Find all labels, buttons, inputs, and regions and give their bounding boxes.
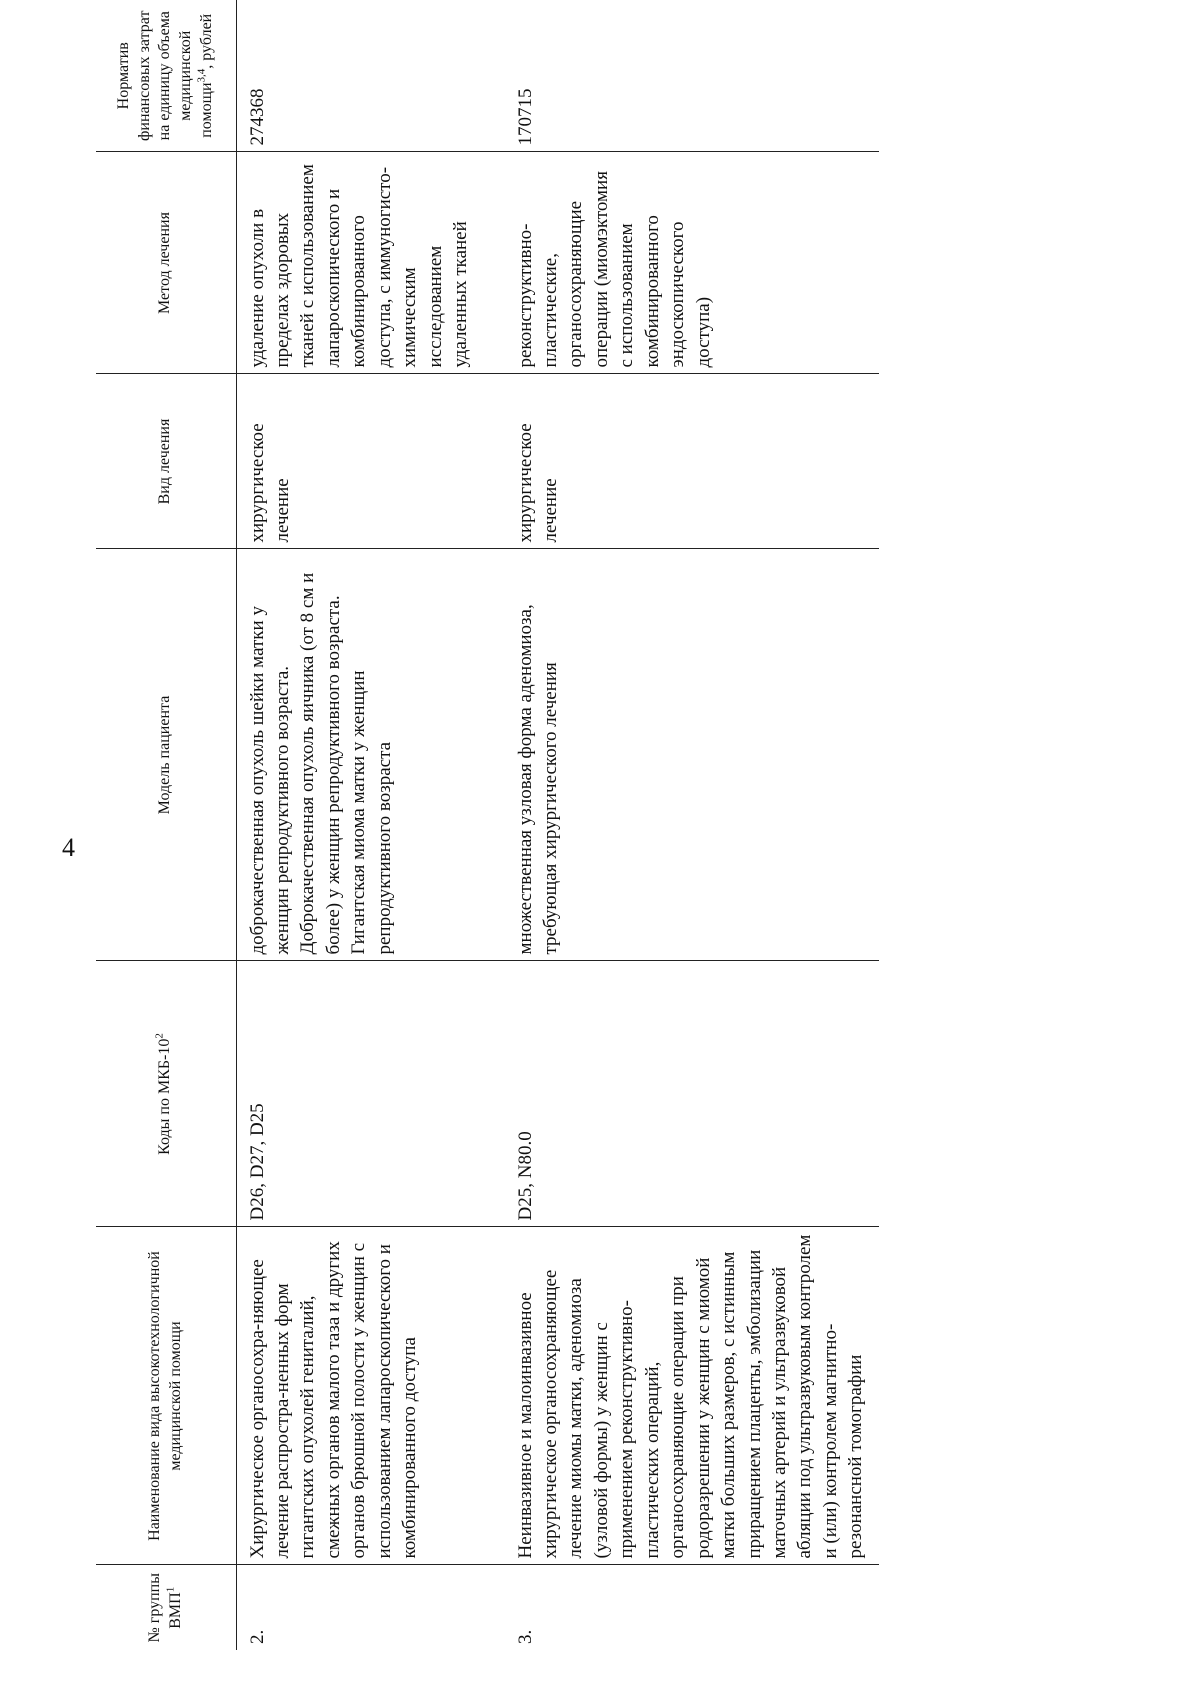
- cell-group: 3.: [505, 1565, 879, 1650]
- table-row: [236, 0, 505, 1650]
- cell-norm: 170715: [514, 88, 536, 146]
- cell-name: Хирургическое органосохра-няющее лечение распростра-ненных форм гигантских опухолей гениталий, смежных органов малого таза и других органов брюшной полости у женщин с использованием лапароскопического и комбинированного доступа: [236, 1227, 505, 1565]
- table-header-row: [96, 0, 236, 1650]
- cell-group: 2.: [236, 1565, 505, 1650]
- header-model: Модель пациента: [96, 549, 236, 961]
- header-name: Наименование вида высокотехнологичной медицинской помощи: [96, 1227, 236, 1565]
- cell-treatment-type: хирургическое лечение: [236, 374, 505, 549]
- page-number: 4: [62, 833, 75, 862]
- cell-codes: D25, N80.0: [505, 961, 879, 1227]
- header-method: Метод лечения: [96, 152, 236, 374]
- header-treatment-type: Вид лечения: [96, 374, 236, 549]
- cell-norm: 274368: [246, 88, 268, 146]
- vmp-table: [96, 0, 879, 1650]
- cell-model: множественная узловая форма аденомиоза, требующая хирургического лечения: [505, 549, 879, 961]
- cell-method: реконструктивно-пластические, органосохраняющие операции (миомэктомия с использованием комбинированного эндоскопического доступа): [505, 152, 879, 374]
- cell-codes: D26, D27, D25: [236, 961, 505, 1227]
- cell-name: Неинвазивное и малоинвазивное хирургическое органосохраняющее лечение миомы матки, аденомиоза (узловой формы) у женщин с применением реконструктивно-пластических операций, органосохраняющие операции при родоразрешении у женщин с миомой матки больших размеров, с истинным приращением плаценты, эмболизации маточных артерий и ультразвуковой абляции под ультразвуковым контролем и (или) контролем магнитно-резонансной томографии: [505, 1227, 879, 1565]
- cell-treatment-type: хирургическое лечение: [505, 374, 879, 549]
- header-group: № группы ВМП$^1$: [96, 1565, 236, 1650]
- cell-method: удаление опухоли в пределах здоровых тканей с использованием лапароскопического и комбинированного доступа, с иммуногисто-химическим исследованием удаленных тканей: [236, 152, 505, 374]
- table-row: [505, 0, 879, 1650]
- rotated-table-wrapper: [96, 0, 1096, 1650]
- header-codes: Коды по МКБ-$10^2$: [96, 961, 236, 1227]
- cell-model: доброкачественная опухоль шейки матки у женщин репродуктивного возраста. Доброкачественная опухоль яичника (от 8 см и более) у женщин репродуктивного возраста. Гигантская миома матки у женщин репродуктивного возраста: [236, 549, 505, 961]
- header-norm: Норматив финансовых затрат на единицу объема медицинской помощи$^{3,4}$, рублей: [96, 0, 236, 152]
